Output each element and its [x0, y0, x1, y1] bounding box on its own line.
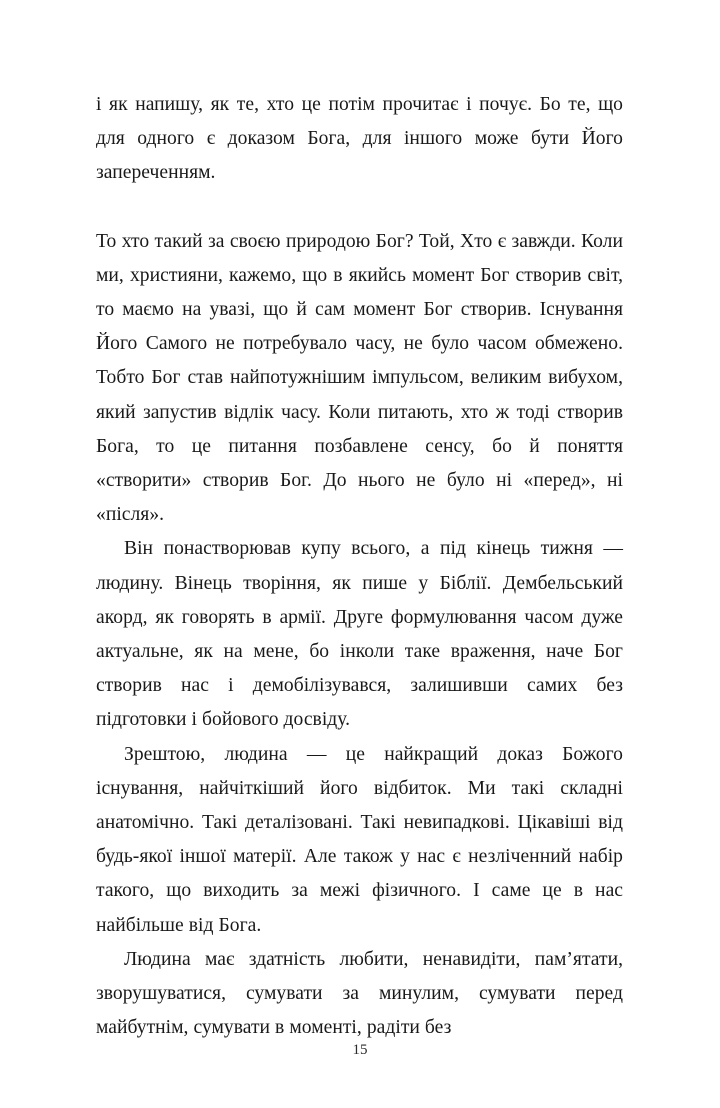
- text-block-2: [96, 225, 623, 1046]
- page-text-block: [96, 88, 623, 1045]
- paragraph: і як напишу, як те, хто це потім прочитає і почує. Бо те, що для одного є доказом Бога, для іншого може бути Його запереченням.: [96, 94, 623, 184]
- paragraph-block-separator: [96, 191, 623, 225]
- paragraph: Зрештою, людина — це найкращий доказ Божого існування, найчіткіший його відбиток. Ми такі складні анатомічно. Такі деталізовані. Такі невипадкові. Цікавіші від будь-якої іншої матерії. Але також у нас є незліченний набір такого, що виходить за межі фізичного. І саме це в нас найбільше від Бога.: [96, 743, 623, 936]
- paragraph: Він понастворював купу всього, а під кінець тижня — людину. Вінець творіння, як пише у Біблії. Дембельський акорд, як говорять в армії. Друге формулювання часом дуже актуальне, як на мене, бо інколи таке враження, наче Бог створив нас і демобілізувався, залишивши самих без підготовки і бойового досвіду.: [96, 538, 623, 731]
- paragraph: То хто такий за своєю природою Бог? Той, Хто є завжди. Коли ми, християни, кажемо, що в якийсь момент Бог створив світ, то маємо на увазі, що й сам момент Бог створив. Існування Його Самого не потребувало часу, не було часом обмежено. Тобто Бог став найпотужнішим імпульсом, великим вибухом, який запустив відлік часу. Коли питають, хто ж тоді створив Бога, то це питання позбавлене сенсу, бо й поняття «створити» створив Бог. До нього не було ні «перед», ні «після».: [96, 230, 623, 526]
- page-number: 15: [352, 1042, 368, 1058]
- text-block-1: [96, 88, 623, 191]
- paragraph: Людина має здатність любити, ненавидіти, пам’ятати, зворушуватися, сумувати за минулим, сумувати перед майбутнім, сумувати в моменті, радіти без: [96, 948, 623, 1039]
